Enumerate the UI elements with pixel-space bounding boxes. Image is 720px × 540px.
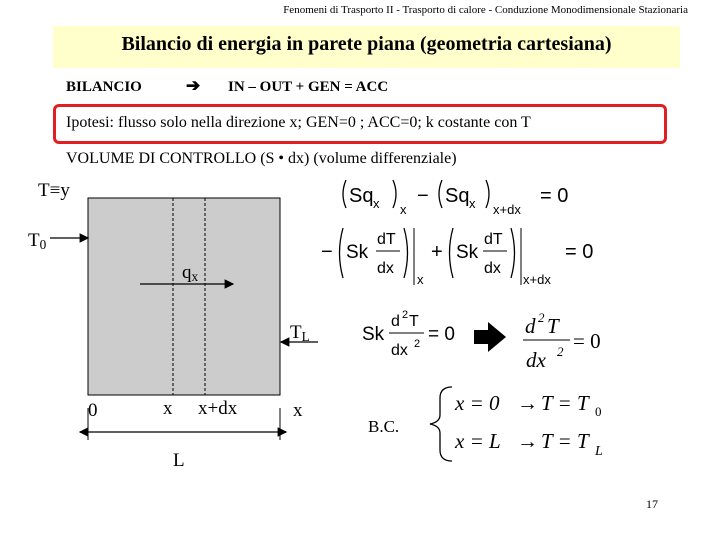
svg-text:Sk: Sk: [456, 242, 479, 263]
equation-2: [321, 228, 593, 287]
svg-text:dx: dx: [377, 260, 394, 277]
svg-text:2: 2: [557, 344, 564, 359]
balance-equation: IN – OUT + GEN = ACC: [228, 79, 389, 95]
svg-text:Sq: Sq: [349, 185, 374, 207]
svg-text:+: +: [431, 241, 443, 263]
svg-text:−: −: [321, 241, 333, 263]
svg-text:dT: dT: [377, 231, 396, 248]
slide-header: Fenomeni di Trasporto II - Trasporto di calore - Conduzione Monodimensionale Stazionaria: [283, 4, 688, 16]
svg-text:x = 0: x = 0: [455, 391, 500, 415]
svg-text:x = L: x = L: [455, 429, 501, 453]
svg-text:= 0: = 0: [540, 185, 569, 207]
x-zero-label: 0: [88, 400, 98, 421]
svg-text:−: −: [417, 185, 429, 207]
svg-text:dx: dx: [526, 348, 546, 372]
balance-label: BILANCIO: [66, 79, 142, 95]
bc-1: [454, 391, 602, 419]
t0-label: $T_0$: [28, 230, 47, 253]
svg-text:2: 2: [402, 309, 409, 321]
x-plus-dx-label: x+dx: [198, 398, 238, 419]
equation-3: [362, 309, 455, 359]
svg-text:Sk: Sk: [362, 324, 385, 345]
svg-text:x: x: [417, 272, 424, 287]
svg-text:Sq: Sq: [445, 185, 470, 207]
svg-text:x+dx: x+dx: [523, 272, 551, 287]
bc-2: [454, 429, 603, 459]
svg-text:= 0: = 0: [565, 241, 594, 263]
svg-text:T = T: T = T: [541, 429, 589, 453]
svg-text:→: →: [517, 429, 538, 453]
x-position-label: x: [163, 398, 173, 419]
svg-text:x+dx: x+dx: [493, 202, 521, 217]
equation-4: [523, 310, 601, 372]
x-axis-label: x: [293, 400, 303, 421]
implies-arrow-icon: [474, 322, 506, 352]
svg-text:0: 0: [595, 404, 602, 419]
svg-text:= 0: = 0: [428, 324, 455, 345]
svg-text:T: T: [547, 314, 559, 338]
page-number: 17: [646, 497, 658, 511]
svg-text:dx: dx: [484, 260, 501, 277]
svg-text:x: x: [373, 196, 380, 211]
slide-title: Bilancio di energia in parete piana (geometria cartesiana): [121, 33, 612, 55]
svg-text:= 0: = 0: [573, 329, 601, 353]
t-axis-label: T≡y: [38, 180, 70, 201]
svg-text:d: d: [391, 313, 400, 330]
svg-text:L: L: [595, 444, 603, 459]
svg-text:x: x: [469, 196, 476, 211]
control-volume-text: VOLUME DI CONTROLLO (S • dx) (volume differenziale): [66, 150, 457, 167]
svg-text:2: 2: [414, 338, 421, 350]
wall-length-label: L: [173, 450, 185, 471]
bc-brace: [430, 387, 452, 461]
svg-text:2: 2: [538, 310, 545, 325]
svg-text:Sk: Sk: [346, 242, 369, 263]
svg-text:→: →: [517, 391, 538, 415]
bc-label: B.C.: [368, 417, 400, 436]
svg-text:dT: dT: [484, 231, 503, 248]
svg-text:x: x: [400, 202, 407, 217]
svg-text:T: T: [409, 313, 419, 330]
svg-text:dx: dx: [391, 342, 408, 359]
tl-label: $T_L$: [290, 322, 310, 345]
svg-text:T = T: T = T: [541, 391, 589, 415]
flux-label: $q_x$: [182, 262, 199, 285]
svg-text:d: d: [525, 314, 536, 338]
hypothesis-text: Ipotesi: flusso solo nella direzione x; GEN=0 ; ACC=0; k costante con T: [66, 114, 531, 131]
right-arrow-icon: ➔: [186, 76, 201, 95]
equation-1: [343, 180, 568, 217]
